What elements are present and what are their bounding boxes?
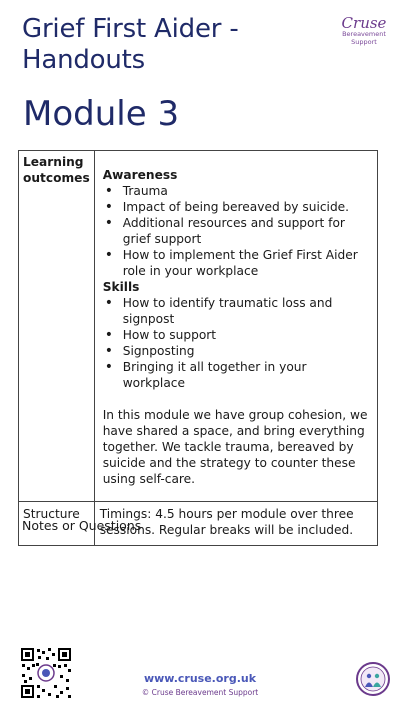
list-item: • Trauma xyxy=(103,183,369,199)
module-title: Module 3 xyxy=(23,94,180,134)
learning-outcomes-content xyxy=(94,151,377,502)
grief-first-aider-badge-icon xyxy=(356,662,390,696)
logo-sub-line-1: Bereavement xyxy=(342,30,386,38)
copyright-text: © Cruse Bereavement Support xyxy=(141,688,259,697)
table-row xyxy=(19,151,378,502)
logo-word: Cruse xyxy=(341,14,387,32)
learning-outcomes-label: Learning outcomes xyxy=(19,151,95,502)
website-link[interactable]: www.cruse.org.uk xyxy=(143,672,257,685)
list-item: • Signposting xyxy=(103,343,369,359)
awareness-list xyxy=(103,183,369,279)
notes-label: Notes or Questions xyxy=(22,518,142,533)
list-item: • How to support xyxy=(103,327,369,343)
outcomes-table xyxy=(18,150,378,546)
structure-label: Structure xyxy=(19,502,95,546)
structure-content: Timings: 4.5 hours per module over three sessions. Regular breaks will be included. xyxy=(94,502,377,546)
skills-heading: Skills xyxy=(102,280,140,294)
awareness-heading: Awareness xyxy=(102,168,178,182)
list-item: • How to implement the Grief First Aider role in your workplace xyxy=(103,247,369,279)
page-header-title: Grief First Aider - Handouts xyxy=(22,14,239,75)
cruse-logo xyxy=(338,16,390,46)
logo-sub-line-2: Support xyxy=(351,37,377,46)
list-item: • Impact of being bereaved by suicide. xyxy=(103,199,369,215)
list-item: • How to identify traumatic loss and signpost xyxy=(103,295,369,327)
skills-list xyxy=(103,295,369,391)
module-summary: In this module we have group cohesion, we have shared a space, and bring everything together. We tackle trauma, bereaved by suicide and the strategy to counter these using self-care. xyxy=(102,408,368,486)
list-item: • Bringing it all together in your workplace xyxy=(103,359,369,391)
list-item: • Additional resources and support for grief support xyxy=(103,215,369,247)
